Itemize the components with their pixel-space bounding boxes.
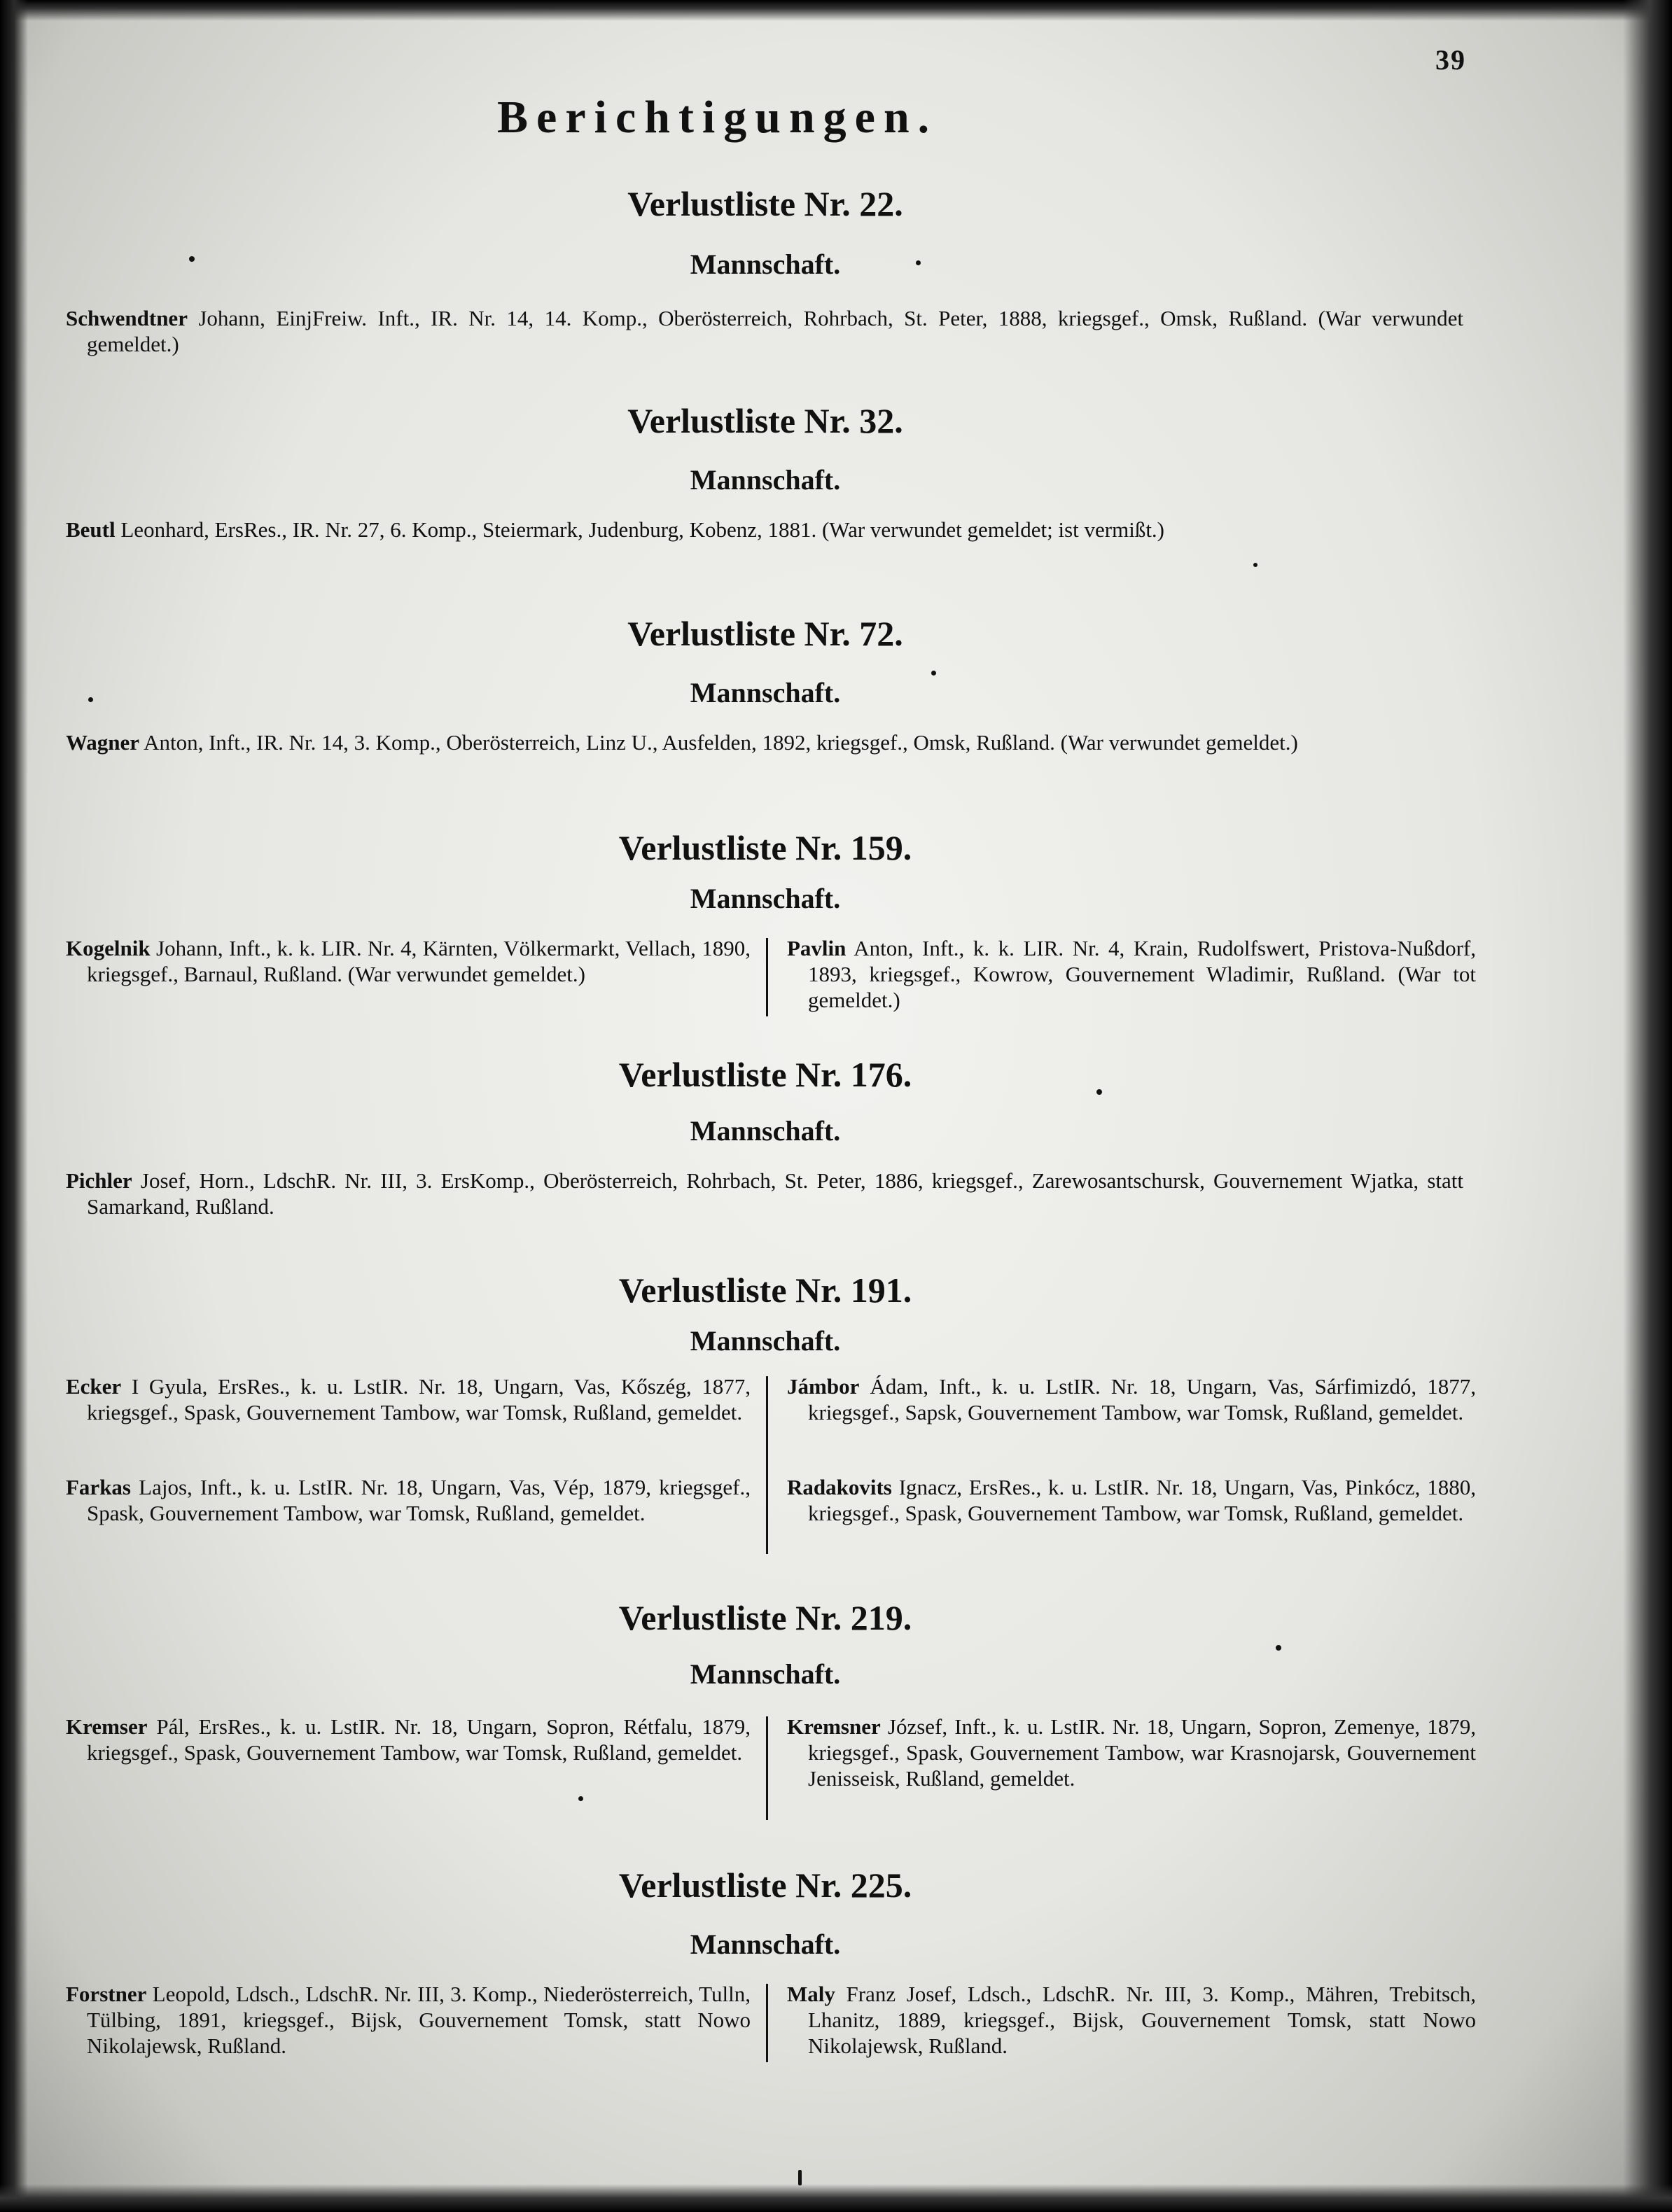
entry-details: I Gyula, ErsRes., k. u. LstIR. Nr. 18, Ungarn, Vas, Kőszég, 1877, kriegsgef., Spask, Gouvernement Tambow, war Tomsk, Rußland, gemeldet. (87, 1374, 751, 1424)
casualty-entry (66, 305, 1463, 357)
entry-surname: Radakovits (787, 1475, 892, 1499)
column-divider (766, 1716, 768, 1820)
entry-details: Franz Josef, Ldsch., LdschR. Nr. III, 3. Komp., Mähren, Trebitsch, Lhanitz, 1889, kriegsgef., Bijsk, Gouvernement Tomsk, statt Nowo Nikolajewsk, Rußland. (808, 1982, 1477, 2058)
entry-details: Leopold, Ldsch., LdschR. Nr. III, 3. Komp., Niederösterreich, Tulln, Tülbing, 1891, kriegsgef., Bijsk, Gouvernement Tomsk, statt Nowo Nikolajewsk, Rußland. (87, 1982, 751, 2058)
scan-speck (798, 2170, 802, 2185)
entry-surname: Kremser (66, 1714, 148, 1739)
entry-surname: Farkas (66, 1475, 131, 1499)
casualty-entry (66, 1474, 751, 1526)
casualty-entry (66, 1981, 751, 2059)
section-title: Verlustliste Nr. 72. (627, 614, 903, 653)
casualty-entry (787, 1373, 1476, 1425)
column-divider (766, 1984, 768, 2062)
scan-speck (931, 671, 936, 676)
casualty-entry (66, 517, 1463, 542)
section-subtitle: Mannschaft. (690, 248, 841, 280)
entry-details: Johann, Inft., k. k. LIR. Nr. 4, Kärnten, Völkermarkt, Vellach, 1890, kriegsgef., Barnaul, Rußland. (War verwundet gemeldet.) (87, 936, 751, 986)
entry-surname: Forstner (66, 1982, 147, 2006)
entry-details: Ignacz, ErsRes., k. u. LstIR. Nr. 18, Ungarn, Vas, Pinkócz, 1880, kriegsgef., Spask, Gouvernement Tambow, war Tomsk, Rußland, gemeldet. (808, 1475, 1477, 1525)
casualty-entry (66, 1714, 751, 1765)
entry-details: Leonhard, ErsRes., IR. Nr. 27, 6. Komp., Steiermark, Judenburg, Kobenz, 1881. (War verwundet gemeldet; ist vermißt.) (120, 517, 1165, 542)
entry-surname: Beutl (66, 517, 116, 542)
entry-surname: Schwendtner (66, 306, 188, 330)
entry-details: Josef, Horn., LdschR. Nr. III, 3. ErsKomp., Oberösterreich, Rohrbach, St. Peter, 1886, kriegsgef., Zarewosantschursk, Gouvernement Wjatka, statt Samarkand, Rußland. (87, 1168, 1463, 1219)
casualty-entry (787, 1981, 1476, 2059)
entry-details: Pál, ErsRes., k. u. LstIR. Nr. 18, Ungarn, Sopron, Rétfalu, 1879, kriegsgef., Spask, Gouvernement Tambow, war Tomsk, Rußland, gemeldet. (87, 1714, 751, 1765)
entry-surname: Kogelnik (66, 936, 151, 960)
entry-details: Ádam, Inft., k. u. LstIR. Nr. 18, Ungarn, Vas, Sárfimizdó, 1877, kriegsgef., Sapsk, Gouvernement Tambow, war Tomsk, Rußland, gemeldet. (808, 1374, 1477, 1424)
scan-edge-bottom (0, 2184, 1672, 2212)
column-divider (766, 1376, 768, 1554)
scan-speck (189, 256, 195, 262)
entry-surname: Ecker (66, 1374, 122, 1399)
scan-speck (1276, 1645, 1281, 1651)
casualty-entry (66, 1168, 1463, 1219)
casualty-entry (787, 1474, 1476, 1526)
entry-details: Anton, Inft., IR. Nr. 14, 3. Komp., Oberösterreich, Linz U., Ausfelden, 1892, kriegsgef., Omsk, Rußland. (War verwundet gemeldet.) (144, 730, 1298, 755)
entry-details: Johann, EinjFreiw. Inft., IR. Nr. 14, 14. Komp., Oberösterreich, Rohrbach, St. Peter, 1888, kriegsgef., Omsk, Rußland. (War verwundet gemeldet.) (87, 306, 1463, 356)
scan-speck (1096, 1089, 1102, 1095)
entry-details: József, Inft., k. u. LstIR. Nr. 18, Ungarn, Sopron, Zemenye, 1879, kriegsgef., Spask, Gouvernement Tambow, war Krasnojarsk, Gouvernement Jenisseisk, Rußland, gemeldet. (808, 1714, 1477, 1791)
section-title: Verlustliste Nr. 159. (618, 828, 912, 867)
section-title: Verlustliste Nr. 191. (618, 1270, 912, 1310)
scan-speck (578, 1796, 583, 1801)
page-heading: Berichtigungen. (497, 92, 938, 143)
section-title: Verlustliste Nr. 176. (618, 1055, 912, 1094)
casualty-entry (66, 729, 1463, 755)
section-subtitle: Mannschaft. (690, 1928, 841, 1960)
scan-edge-right (1623, 0, 1672, 2212)
section-title: Verlustliste Nr. 225. (618, 1865, 912, 1905)
section-title: Verlustliste Nr. 32. (627, 401, 903, 440)
casualty-entry (787, 1714, 1476, 1791)
entry-surname: Pavlin (787, 936, 847, 960)
scan-speck (1253, 563, 1258, 567)
casualty-entry (787, 935, 1476, 1013)
section-title: Verlustliste Nr. 219. (618, 1598, 912, 1637)
section-subtitle: Mannschaft. (690, 464, 841, 496)
entry-details: Lajos, Inft., k. u. LstIR. Nr. 18, Ungarn, Vas, Vép, 1879, kriegsgef., Spask, Gouvernement Tambow, war Tomsk, Rußland, gemeldet. (87, 1475, 751, 1525)
section-subtitle: Mannschaft. (690, 1325, 841, 1357)
casualty-entry (66, 1373, 751, 1425)
section-subtitle: Mannschaft. (690, 1658, 841, 1690)
section-subtitle: Mannschaft. (690, 883, 841, 914)
entry-details: Anton, Inft., k. k. LIR. Nr. 4, Krain, Rudolfswert, Pristova-Nußdorf, 1893, kriegsgef., Kowrow, Gouvernement Wladimir, Rußland. (War tot gemeldet.) (808, 936, 1476, 1012)
entry-surname: Wagner (66, 730, 140, 755)
section-title: Verlustliste Nr. 22. (627, 184, 903, 223)
column-divider (766, 938, 768, 1016)
entry-surname: Jámbor (787, 1374, 860, 1399)
scan-edge-top (0, 0, 1672, 21)
section-subtitle: Mannschaft. (690, 677, 841, 708)
page-number: 39 (1435, 44, 1466, 76)
casualty-entry (66, 935, 751, 987)
scan-speck (916, 260, 921, 265)
section-subtitle: Mannschaft. (690, 1115, 841, 1147)
scan-speck (88, 697, 93, 702)
entry-surname: Pichler (66, 1168, 132, 1193)
entry-surname: Maly (787, 1982, 835, 2006)
entry-surname: Kremsner (787, 1714, 881, 1739)
